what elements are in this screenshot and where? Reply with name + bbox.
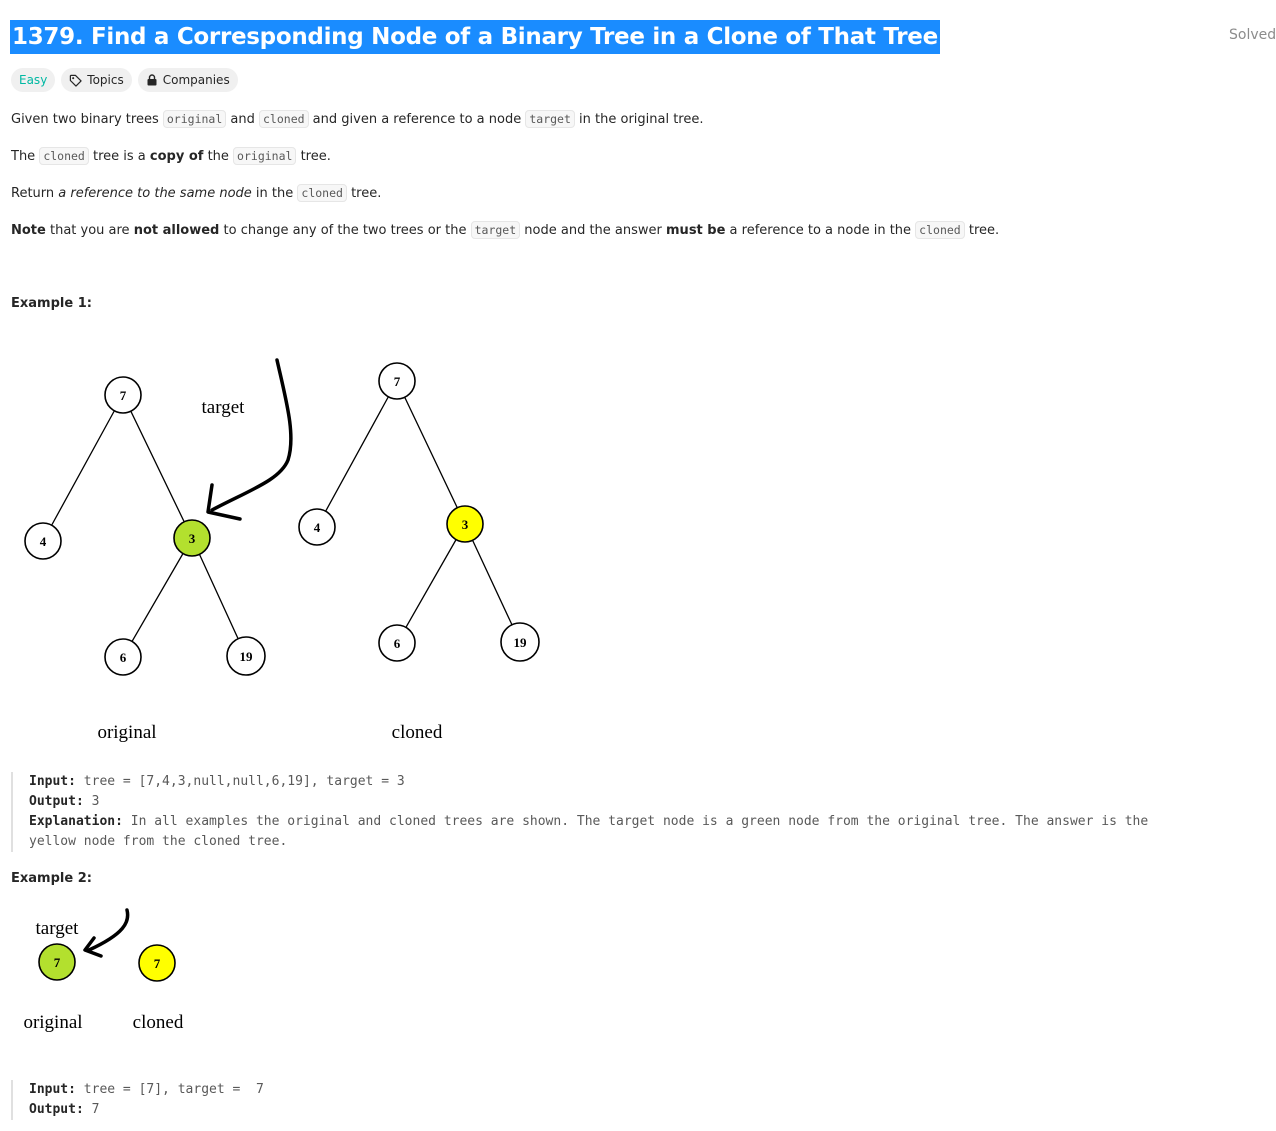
arrow-icon xyxy=(85,910,128,956)
tree-node xyxy=(501,623,539,661)
inline-code: cloned xyxy=(259,110,309,128)
bold-text: must be xyxy=(666,223,726,238)
example-2-heading: Example 2: xyxy=(11,871,92,886)
input-line xyxy=(29,1080,264,1100)
text: and given a reference to a node xyxy=(308,112,526,127)
input-key: Input: xyxy=(29,774,76,789)
cloned-tree-edges xyxy=(317,381,520,643)
answer-node xyxy=(139,945,175,981)
text: tree. xyxy=(346,186,382,201)
text: tree. xyxy=(964,223,1000,238)
svg-text:7: 7 xyxy=(393,374,401,389)
companies-label: Companies xyxy=(162,73,230,87)
input-key: Input: xyxy=(29,1082,76,1097)
text: Return xyxy=(11,186,59,201)
svg-text:4: 4 xyxy=(313,520,321,535)
tree-node xyxy=(227,637,265,675)
svg-text:6: 6 xyxy=(119,650,127,665)
cloned-caption: cloned xyxy=(132,1012,184,1033)
problem-title[interactable]: 1379. Find a Corresponding Node of a Binary Tree in a Clone of That Tree xyxy=(10,20,940,54)
svg-text:7: 7 xyxy=(119,388,127,403)
text: to change any of the two trees or the xyxy=(219,223,471,238)
inline-code: cloned xyxy=(39,147,89,165)
original-caption: original xyxy=(23,1012,83,1033)
explanation-text: In all examples the original and cloned trees are shown. The target node is a green node from the original tree. The answer is the xyxy=(122,814,1149,829)
original-caption: original xyxy=(97,722,157,743)
original-tree-edges xyxy=(43,395,246,657)
text: The xyxy=(11,149,40,164)
text: node and the answer xyxy=(520,223,667,238)
svg-text:7: 7 xyxy=(153,956,161,971)
text: and xyxy=(226,112,259,127)
inline-code: original xyxy=(163,110,226,128)
inline-code: cloned xyxy=(915,221,965,239)
bold-text: Note xyxy=(11,223,46,238)
companies-button[interactable] xyxy=(138,68,238,92)
example-2-io-block xyxy=(11,1080,264,1120)
title-row xyxy=(10,20,940,54)
italic-text: a reference to the same node xyxy=(58,186,252,201)
tree-node xyxy=(105,377,141,413)
bold-text: not allowed xyxy=(133,223,220,238)
tree-node xyxy=(105,639,141,675)
target-node xyxy=(174,520,210,556)
text: tree is a xyxy=(88,149,150,164)
description-paragraph-3 xyxy=(11,183,381,204)
explanation-line-2: yellow node from the cloned tree. xyxy=(29,834,288,849)
inline-code: original xyxy=(233,147,296,165)
output-key: Output: xyxy=(29,1102,84,1117)
description-paragraph-1 xyxy=(11,109,704,130)
explanation-key: Explanation: xyxy=(29,814,123,829)
tree-node xyxy=(379,625,415,661)
answer-node xyxy=(447,506,483,542)
output-line xyxy=(29,1100,264,1120)
example-1-figure xyxy=(0,340,600,750)
svg-text:3: 3 xyxy=(188,531,196,546)
text: in the original tree. xyxy=(574,112,704,127)
inline-code: cloned xyxy=(297,184,347,202)
inline-code: target xyxy=(471,221,521,239)
svg-text:19: 19 xyxy=(513,635,527,650)
text: the xyxy=(203,149,234,164)
input-value: tree = [7], target = 7 xyxy=(75,1082,264,1097)
lock-icon xyxy=(146,74,158,86)
description-paragraph-4 xyxy=(11,220,999,241)
explanation-line xyxy=(29,812,1148,832)
output-value: 3 xyxy=(83,794,100,809)
tree-node xyxy=(299,509,335,545)
text: tree. xyxy=(296,149,331,164)
arrow-icon xyxy=(208,360,291,519)
svg-text:4: 4 xyxy=(39,534,47,549)
text: in the xyxy=(251,186,298,201)
svg-text:6: 6 xyxy=(393,636,401,651)
topics-label: Topics xyxy=(87,73,124,87)
input-value: tree = [7,4,3,null,null,6,19], target = 3 xyxy=(75,774,405,789)
solved-status: Solved xyxy=(1229,27,1276,43)
target-node xyxy=(39,944,75,980)
tag-bar xyxy=(11,68,238,92)
text: that you are xyxy=(45,223,134,238)
difficulty-badge[interactable]: Easy xyxy=(11,68,55,92)
topics-button[interactable] xyxy=(61,68,131,92)
svg-text:7: 7 xyxy=(53,955,61,970)
tag-icon xyxy=(69,74,82,87)
text: a reference to a node in the xyxy=(725,223,916,238)
output-line xyxy=(29,792,1148,812)
example-1-io-block xyxy=(11,772,1148,852)
svg-text:3: 3 xyxy=(461,517,469,532)
example-1-heading: Example 1: xyxy=(11,296,92,311)
text: Given two binary trees xyxy=(11,112,163,127)
inline-code: target xyxy=(525,110,575,128)
svg-text:19: 19 xyxy=(239,649,253,664)
tree-node xyxy=(379,363,415,399)
output-value: 7 xyxy=(83,1102,100,1117)
tree-node xyxy=(25,523,61,559)
cloned-caption: cloned xyxy=(391,722,443,743)
target-label: target xyxy=(35,918,79,939)
input-line xyxy=(29,772,1148,792)
target-label: target xyxy=(201,397,245,418)
example-2-figure xyxy=(0,900,220,1040)
bold-text: copy of xyxy=(149,149,204,164)
output-key: Output: xyxy=(29,794,84,809)
description-paragraph-2 xyxy=(11,146,331,167)
